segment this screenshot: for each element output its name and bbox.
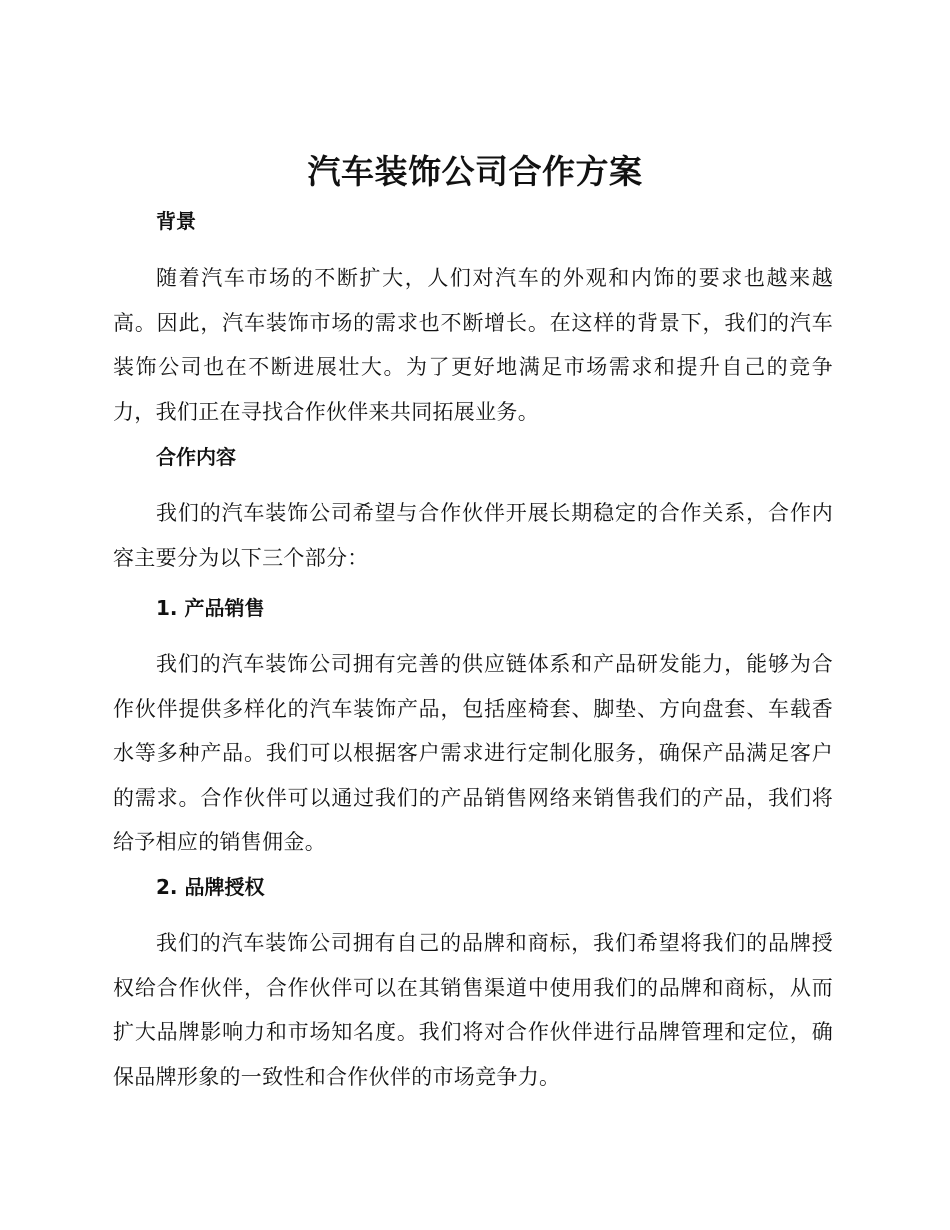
section-body-background: 随着汽车市场的不断扩大，人们对汽车的外观和内饰的要求也越来越高。因此，汽车装饰市场的需求也不断增长。在这样的背景下，我们的汽车装饰公司也在不断进展壮大。为了更好地满足市场需求和提升自己的竞争力，我们正在寻找合作伙伴来共同拓展业务。 xyxy=(113,266,833,424)
section-heading-cooperation: 合作内容 xyxy=(156,445,236,469)
section-heading-brand-licensing: 2. 品牌授权 xyxy=(156,875,265,899)
section-heading-product-sales: 1. 产品销售 xyxy=(156,596,265,620)
section-heading-background: 背景 xyxy=(156,209,196,233)
section-body-brand-licensing: 我们的汽车装饰公司拥有自己的品牌和商标，我们希望将我们的品牌授权给合作伙伴，合作伙伴可以在其销售渠道中使用我们的品牌和商标，从而扩大品牌影响力和市场知名度。我们将对合作伙伴进行品牌管理和定位，确保品牌形象的一致性和合作伙伴的市场竞争力。 xyxy=(113,931,833,1089)
section-body-cooperation: 我们的汽车装饰公司希望与合作伙伴开展长期稳定的合作关系，合作内容主要分为以下三个部分： xyxy=(113,501,833,570)
section-body-product-sales: 我们的汽车装饰公司拥有完善的供应链体系和产品研发能力，能够为合作伙伴提供多样化的汽车装饰产品，包括座椅套、脚垫、方向盘套、车载香水等多种产品。我们可以根据客户需求进行定制化服务，确保产品满足客户的需求。合作伙伴可以通过我们的产品销售网络来销售我们的产品，我们将给予相应的销售佣金。 xyxy=(113,652,833,854)
document-title: 汽车装饰公司合作方案 xyxy=(307,152,643,191)
